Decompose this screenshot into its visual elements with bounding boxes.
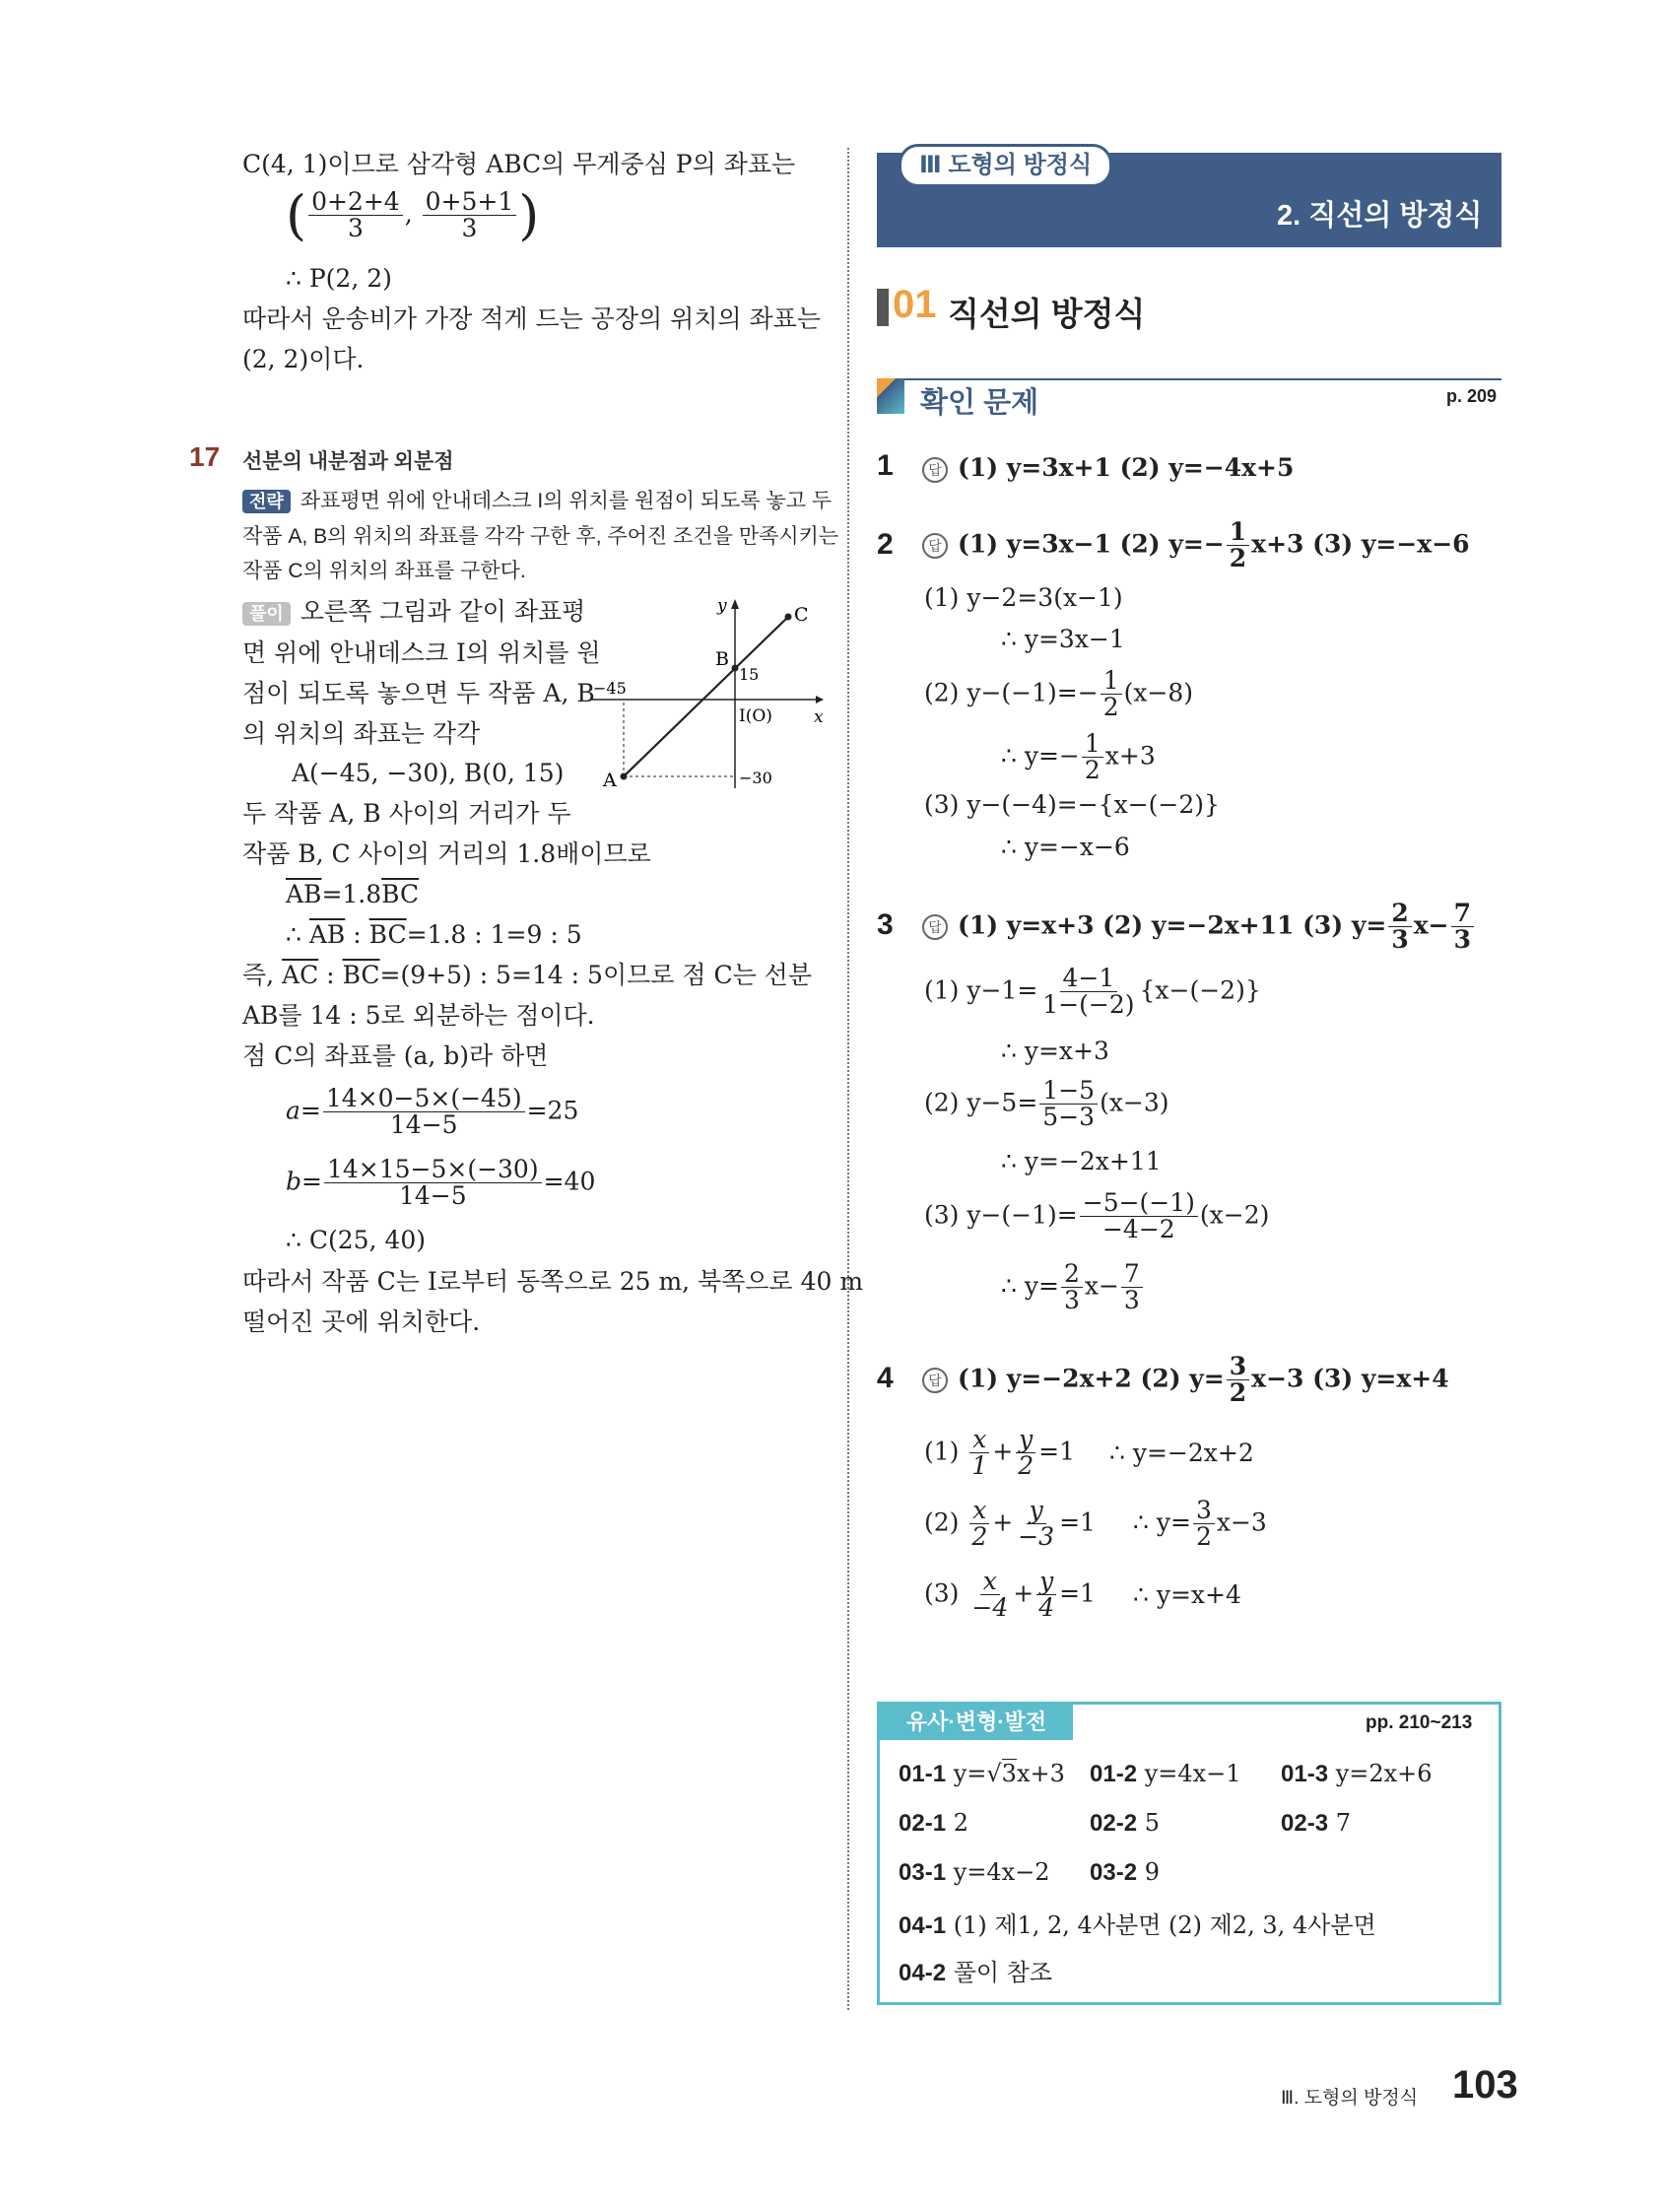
check-page: p. 209: [1446, 386, 1498, 406]
work-line: (3) y−(−4)=−{x−(−2)}: [924, 790, 1220, 819]
work-line: ∴ y= $\frac{2}{3}$ x− $\frac{7}{3}$: [1001, 1261, 1145, 1314]
y-axis-label: y: [717, 596, 727, 616]
work-result: ∴ y=x+4: [1133, 1580, 1241, 1609]
work-line: ∴ y=− $\frac{1}{2}$ x+3: [1001, 729, 1156, 785]
q4-answer: 답 (1) y=−2x+2 (2) y= $\frac{3}{2}$ x−3 (3) y=x+4: [922, 1354, 1449, 1407]
q1-answer: 답 (1) y=3x+1 (2) y=−4x+5: [922, 453, 1294, 483]
work-line: (2) $\frac{x}{2}$ + $\frac{y}{-3}$ =1: [924, 1496, 1096, 1552]
work-line: (1) y−1= $\frac{4-1}{1-(-2)}$ {x−(−2)}: [924, 964, 1261, 1020]
coords-line: A(−45, −30), B(0, 15): [292, 759, 565, 787]
label-a: A: [603, 770, 617, 791]
strategy-line: 전략 좌표평면 위에 안내데스크 I의 위치를 원점이 되도록 놓고 두: [242, 489, 832, 513]
label-minus-30: −30: [739, 769, 772, 787]
chapter-badge: Ⅲ 도형의 방정식: [899, 144, 1112, 187]
text-line: AB를 14 : 5로 외분하는 점이다.: [242, 1001, 595, 1030]
text-line: C(4, 1)이므로 삼각형 ABC의 무게중심 P의 좌표는: [242, 150, 796, 178]
label-c: C: [794, 604, 809, 626]
column-divider: [847, 148, 849, 2010]
strategy-line: 작품 C의 위치의 좌표를 구한다.: [242, 560, 526, 582]
text-line: 따라서 작품 C는 I로부터 동쪽으로 25 m, 북쪽으로 40 m: [242, 1267, 864, 1296]
question-number: 3: [877, 908, 894, 941]
problem-number: 17: [189, 441, 221, 472]
y-axis-arrow: [731, 599, 739, 609]
page-number: 103: [1452, 2063, 1518, 2107]
point-c: [785, 614, 792, 621]
check-icon: [877, 378, 904, 414]
point-b: [732, 665, 739, 672]
work-line: (2) y−5= $\frac{1-5}{5-3}$ (x−3): [924, 1076, 1169, 1132]
work-result: ∴ y= $\frac{3}{2}$ x−3: [1133, 1496, 1267, 1552]
work-line: (1) y−2=3(x−1): [924, 583, 1123, 612]
box-entry: 01-3 y=2x+6: [1281, 1760, 1433, 1787]
x-axis-label: x: [814, 707, 824, 727]
label-origin: I(O): [739, 706, 772, 726]
box-entry: 01-2 y=4x−1: [1090, 1760, 1241, 1787]
box-entry: 02-3 7: [1281, 1809, 1351, 1837]
footer-chapter: Ⅲ. 도형의 방정식: [1281, 2088, 1419, 2109]
text-line: 면 위에 안내데스크 I의 위치를 원: [242, 638, 601, 667]
box-pages: pp. 210~213: [1366, 1712, 1473, 1733]
strategy-line: 작품 A, B의 위치의 좌표를 각각 구한 후, 주어진 조건을 만족시키는: [242, 525, 839, 548]
b-equation: b= $\frac{14\times 15-5\times(-30)}{14-5}$ =40: [286, 1155, 596, 1211]
box-entry: 04-1 (1) 제1, 2, 4사분면 (2) 제2, 3, 4사분면: [899, 1911, 1376, 1939]
equation: $\overline{AB}=1.8\overline{BC}$: [286, 880, 420, 908]
c-result: ∴ C(25, 40): [286, 1226, 427, 1254]
question-number: 1: [877, 449, 894, 482]
text-line: 즉, $\overline{AC}$ : $\overline{BC}=(9+5)$ : 5=14 : 5이므로 점 C는 선분: [242, 961, 812, 989]
text-line: 두 작품 A, B 사이의 거리가 두: [242, 799, 571, 828]
box-entry: 03-1 y=4x−2: [899, 1858, 1050, 1886]
text-line: 점이 되도록 놓으면 두 작품 A, B: [242, 679, 595, 707]
work-line: ∴ y=−x−6: [1001, 833, 1130, 861]
text-line: (2, 2)이다.: [242, 345, 365, 373]
text-line: 떨어진 곳에 위치한다.: [242, 1307, 481, 1336]
point-a: [621, 773, 628, 780]
work-line: (2) y−(−1)=− $\frac{1}{2}$ (x−8): [924, 666, 1194, 722]
text-line: 의 위치의 좌표는 각각: [242, 719, 481, 748]
answer-icon: 답: [922, 1368, 948, 1393]
work-line: ∴ y=−2x+11: [1001, 1147, 1162, 1175]
segment-ac: [624, 617, 788, 776]
text-line: 따라서 운송비가 가장 적게 드는 공장의 위치의 좌표는: [242, 304, 821, 333]
label-minus-45: −45: [593, 679, 627, 698]
chapter-number: 01: [893, 283, 937, 326]
work-line: ∴ y=3x−1: [1001, 625, 1125, 653]
box-entry: 04-2 풀이 참조: [899, 1959, 1053, 1986]
text-line: 작품 B, C 사이의 거리의 1.8배이므로: [242, 839, 651, 868]
x-axis-arrow: [816, 696, 824, 704]
work-line: (1) $\frac{x}{1}$ + $\frac{y}{2}$ =1: [924, 1425, 1075, 1481]
question-number: 2: [877, 528, 894, 561]
check-title: 확인 문제: [920, 387, 1039, 419]
a-equation: a= $\frac{14\times 0-5\times(-45)}{14-5}$ =25: [286, 1084, 579, 1140]
centroid-expression: ( $\frac{0+2+4}{3}$ , $\frac{0+5+1}{3}$ ): [286, 184, 540, 247]
work-line: (3) y−(−1)= $\frac{-5-(-1)}{-4-2}$ (x−2): [924, 1188, 1270, 1244]
work-line: (3) $\frac{x}{-4}$ + $\frac{y}{4}$ =1: [924, 1567, 1096, 1623]
text-line: 점 C의 좌표를 (a, b)라 하면: [242, 1041, 549, 1070]
solution-label: 풀이: [242, 602, 291, 626]
answer-icon: 답: [922, 914, 948, 940]
work-result: ∴ y=−2x+2: [1109, 1439, 1254, 1467]
problem-title: 선분의 내분점과 외분점: [242, 450, 454, 473]
q3-answer: 답 (1) y=x+3 (2) y=−2x+11 (3) y= $\frac{2}{3}$ x− $\frac{7}{3}$: [922, 901, 1476, 954]
box-entry: 03-2 9: [1090, 1858, 1160, 1886]
solution-line: 풀이 오른쪽 그림과 같이 좌표평: [242, 597, 585, 627]
chapter-title: 직선의 방정식: [948, 296, 1146, 332]
label-b: B: [715, 648, 729, 670]
answer-icon: 답: [922, 533, 948, 559]
coordinate-figure: [581, 591, 828, 798]
chapter-marker: [877, 289, 889, 326]
box-entry: 02-2 5: [1090, 1809, 1160, 1837]
ratio-equation: ∴ $\overline{AB}$ : $\overline{BC}=1.8$ : 1=9 : 5: [286, 920, 582, 949]
box-title: 유사·변형·발전: [880, 1705, 1073, 1740]
work-line: ∴ y=x+3: [1001, 1037, 1109, 1065]
strategy-label: 전략: [242, 490, 291, 513]
p-result: ∴ P(2, 2): [286, 264, 392, 293]
question-number: 4: [877, 1362, 894, 1394]
box-entry: 01-1 y=√3x+3: [899, 1760, 1065, 1787]
answer-icon: 답: [922, 457, 948, 483]
label-15: 15: [739, 665, 760, 684]
section-title: 2. 직선의 방정식: [1277, 200, 1483, 232]
box-entry: 02-1 2: [899, 1809, 968, 1837]
q2-answer: 답 (1) y=3x−1 (2) y=− $\frac{1}{2}$ x+3 (3) y=−x−6: [922, 519, 1470, 572]
